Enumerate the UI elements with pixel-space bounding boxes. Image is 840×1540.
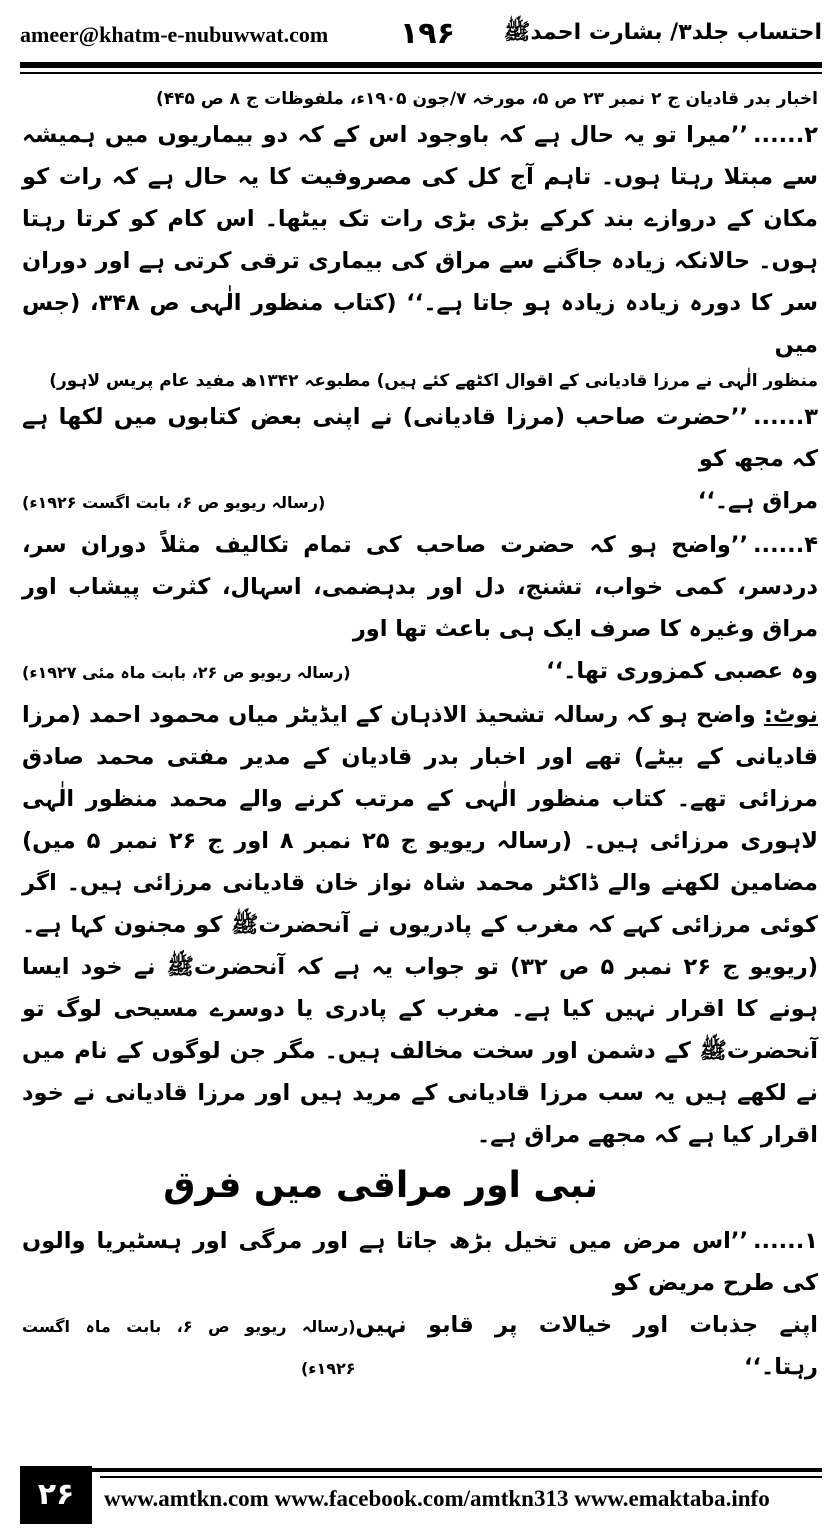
footer-page-number: ۲۶ <box>20 1466 92 1524</box>
item-1-number: ۱...... <box>752 1228 818 1254</box>
footer-rule-thin <box>100 1476 822 1478</box>
item-4 <box>22 524 818 650</box>
item-4-tail: وہ عصبی کمزوری تھا۔‘‘ <box>546 658 818 684</box>
item-4-number: ۴...... <box>752 532 818 558</box>
item-1-citation: (رسالہ ریویو ص ۶، بابت ماہ اگست ۱۹۲۶ء) <box>22 1317 356 1378</box>
item-1 <box>22 1220 818 1304</box>
item-2-citation: منظور الٰہی نے مرزا قادیانی کے اقوال اکٹھے کئے ہیں) مطبوعہ ۱۳۴۲ھ مفید عام پریس لاہور) <box>49 371 818 391</box>
footer-rule-thick <box>20 1468 822 1472</box>
item-2-number: ۲...... <box>752 122 818 148</box>
item-3-text: ’’حضرت صاحب (مرزا قادیانی) نے اپنی بعض کتابوں میں لکھا ہے کہ مجھ کو <box>22 404 818 472</box>
item-3-tail: مراق ہے۔‘‘ <box>697 488 818 514</box>
header-rule-thick <box>20 62 822 68</box>
page-number: ۱۹۶ <box>400 16 455 51</box>
reference-line: اخبار بدر قادیان ج ۲ نمبر ۲۳ ص ۵، مورخہ ۷/جون ۱۹۰۵ء، ملفوظات ج ۸ ص ۴۴۵) <box>155 89 818 109</box>
item-2-text: ’’میرا تو یہ حال ہے کہ باوجود اس کے کہ دو بیماریوں میں ہمیشہ سے مبتلا رہتا ہوں۔ تاہم آج کل کی مصروفیت کا یہ حال ہے کہ رات کو مکان کے دروازے بند کرکے بڑی بڑی رات تک بیٹھا۔ اس کام کو کرتا رہتا ہوں۔ حالانکہ زیادہ جاگنے سے مراق کی بیماری ترقی کرتی ہے اور دوران سر کا دورہ زیادہ زیادہ ہو جاتا ہے۔‘‘ (کتاب منظور الٰہی ص ۳۴۸، (جس میں <box>22 122 819 358</box>
item-2 <box>22 114 818 366</box>
page-body <box>22 84 818 1462</box>
item-4-text: ’’واضح ہو کہ حضرت صاحب کی تمام تکالیف مثلاً دوران سر، دردسر، کمی خواب، تشنج، دل اور بدہضمی، اسہال، کثرت پیشاب اور مراق وغیرہ کا صرف ایک ہی باعث تھا اور <box>22 532 818 642</box>
note-text: واضح ہو کہ رسالہ تشحیذ الاذہان کے ایڈیٹر میاں محمود احمد (مرزا قادیانی کے بیٹے) تھے اور اخبار بدر قادیان کے مدیر مفتی محمد صادق مرزائی تھے۔ کتاب منظور الٰہی کے مرتب کرنے والے محمد منظور الٰہی لاہوری مرزائی ہیں۔ (رسالہ ریویو ج ۲۵ نمبر ۸ اور ج ۲۶ نمبر ۵ میں) مضامین لکھنے والے ڈاکٹر محمد شاہ نواز خان قادیانی مرزائی ہیں۔ اگر کوئی مرزائی کہے کہ مغرب کے پادریوں نے آنحضرتﷺ کو مجنون کہا ہے۔ (ریویو ج ۲۶ نمبر ۵ ص ۳۲) تو جواب یہ ہے کہ آنحضرتﷺ نے خود ایسا ہونے کا اقرار نہیں کیا ہے۔ مغرب کے پادری یا دوسرے مسیحی لوگ تو آنحضرتﷺ کے دشمن اور سخت مخالف ہیں۔ مگر جن لوگوں کے نام میں نے لکھے ہیں یہ سب مرزا قادیانی کے مرید ہیں اور مرزا قادیانی نے خود اقرار کیا ہے کہ مجھے مراق ہے۔ <box>22 702 819 1148</box>
item-3-number: ۳...... <box>752 404 818 430</box>
note-label: نوٹ: <box>763 702 818 728</box>
book-title: احتساب جلد۳/ بشارت احمدﷺ <box>503 20 822 45</box>
header-rule-thin <box>20 72 822 74</box>
note <box>22 694 818 1156</box>
item-3 <box>22 396 818 480</box>
item-4-end <box>22 650 818 694</box>
section-heading: نبی اور مراقی میں فرق <box>163 1165 598 1206</box>
email-address: ameer@khatm-e-nubuwwat.com <box>20 22 329 47</box>
footer-links[interactable]: www.amtkn.com www.facebook.com/amtkn313 www.emaktaba.info <box>104 1486 770 1511</box>
item-3-citation: (رسالہ ریویو ص ۶، بابت اگست ۱۹۲۶ء) <box>22 493 326 512</box>
item-1-text: ’’اس مرض میں تخیل بڑھ جاتا ہے اور مرگی اور ہسٹیریا والوں کی طرح مریض کو <box>22 1228 818 1296</box>
item-3-end <box>22 480 818 524</box>
page-header <box>20 16 822 56</box>
item-1-end <box>22 1304 818 1390</box>
item-1-tail: اپنے جذبات اور خیالات پر قابو نہیں رہتا۔‘‘ <box>355 1312 818 1380</box>
item-4-citation: (رسالہ ریویو ص ۲۶، بابت ماہ مئی ۱۹۲۷ء) <box>22 663 351 682</box>
